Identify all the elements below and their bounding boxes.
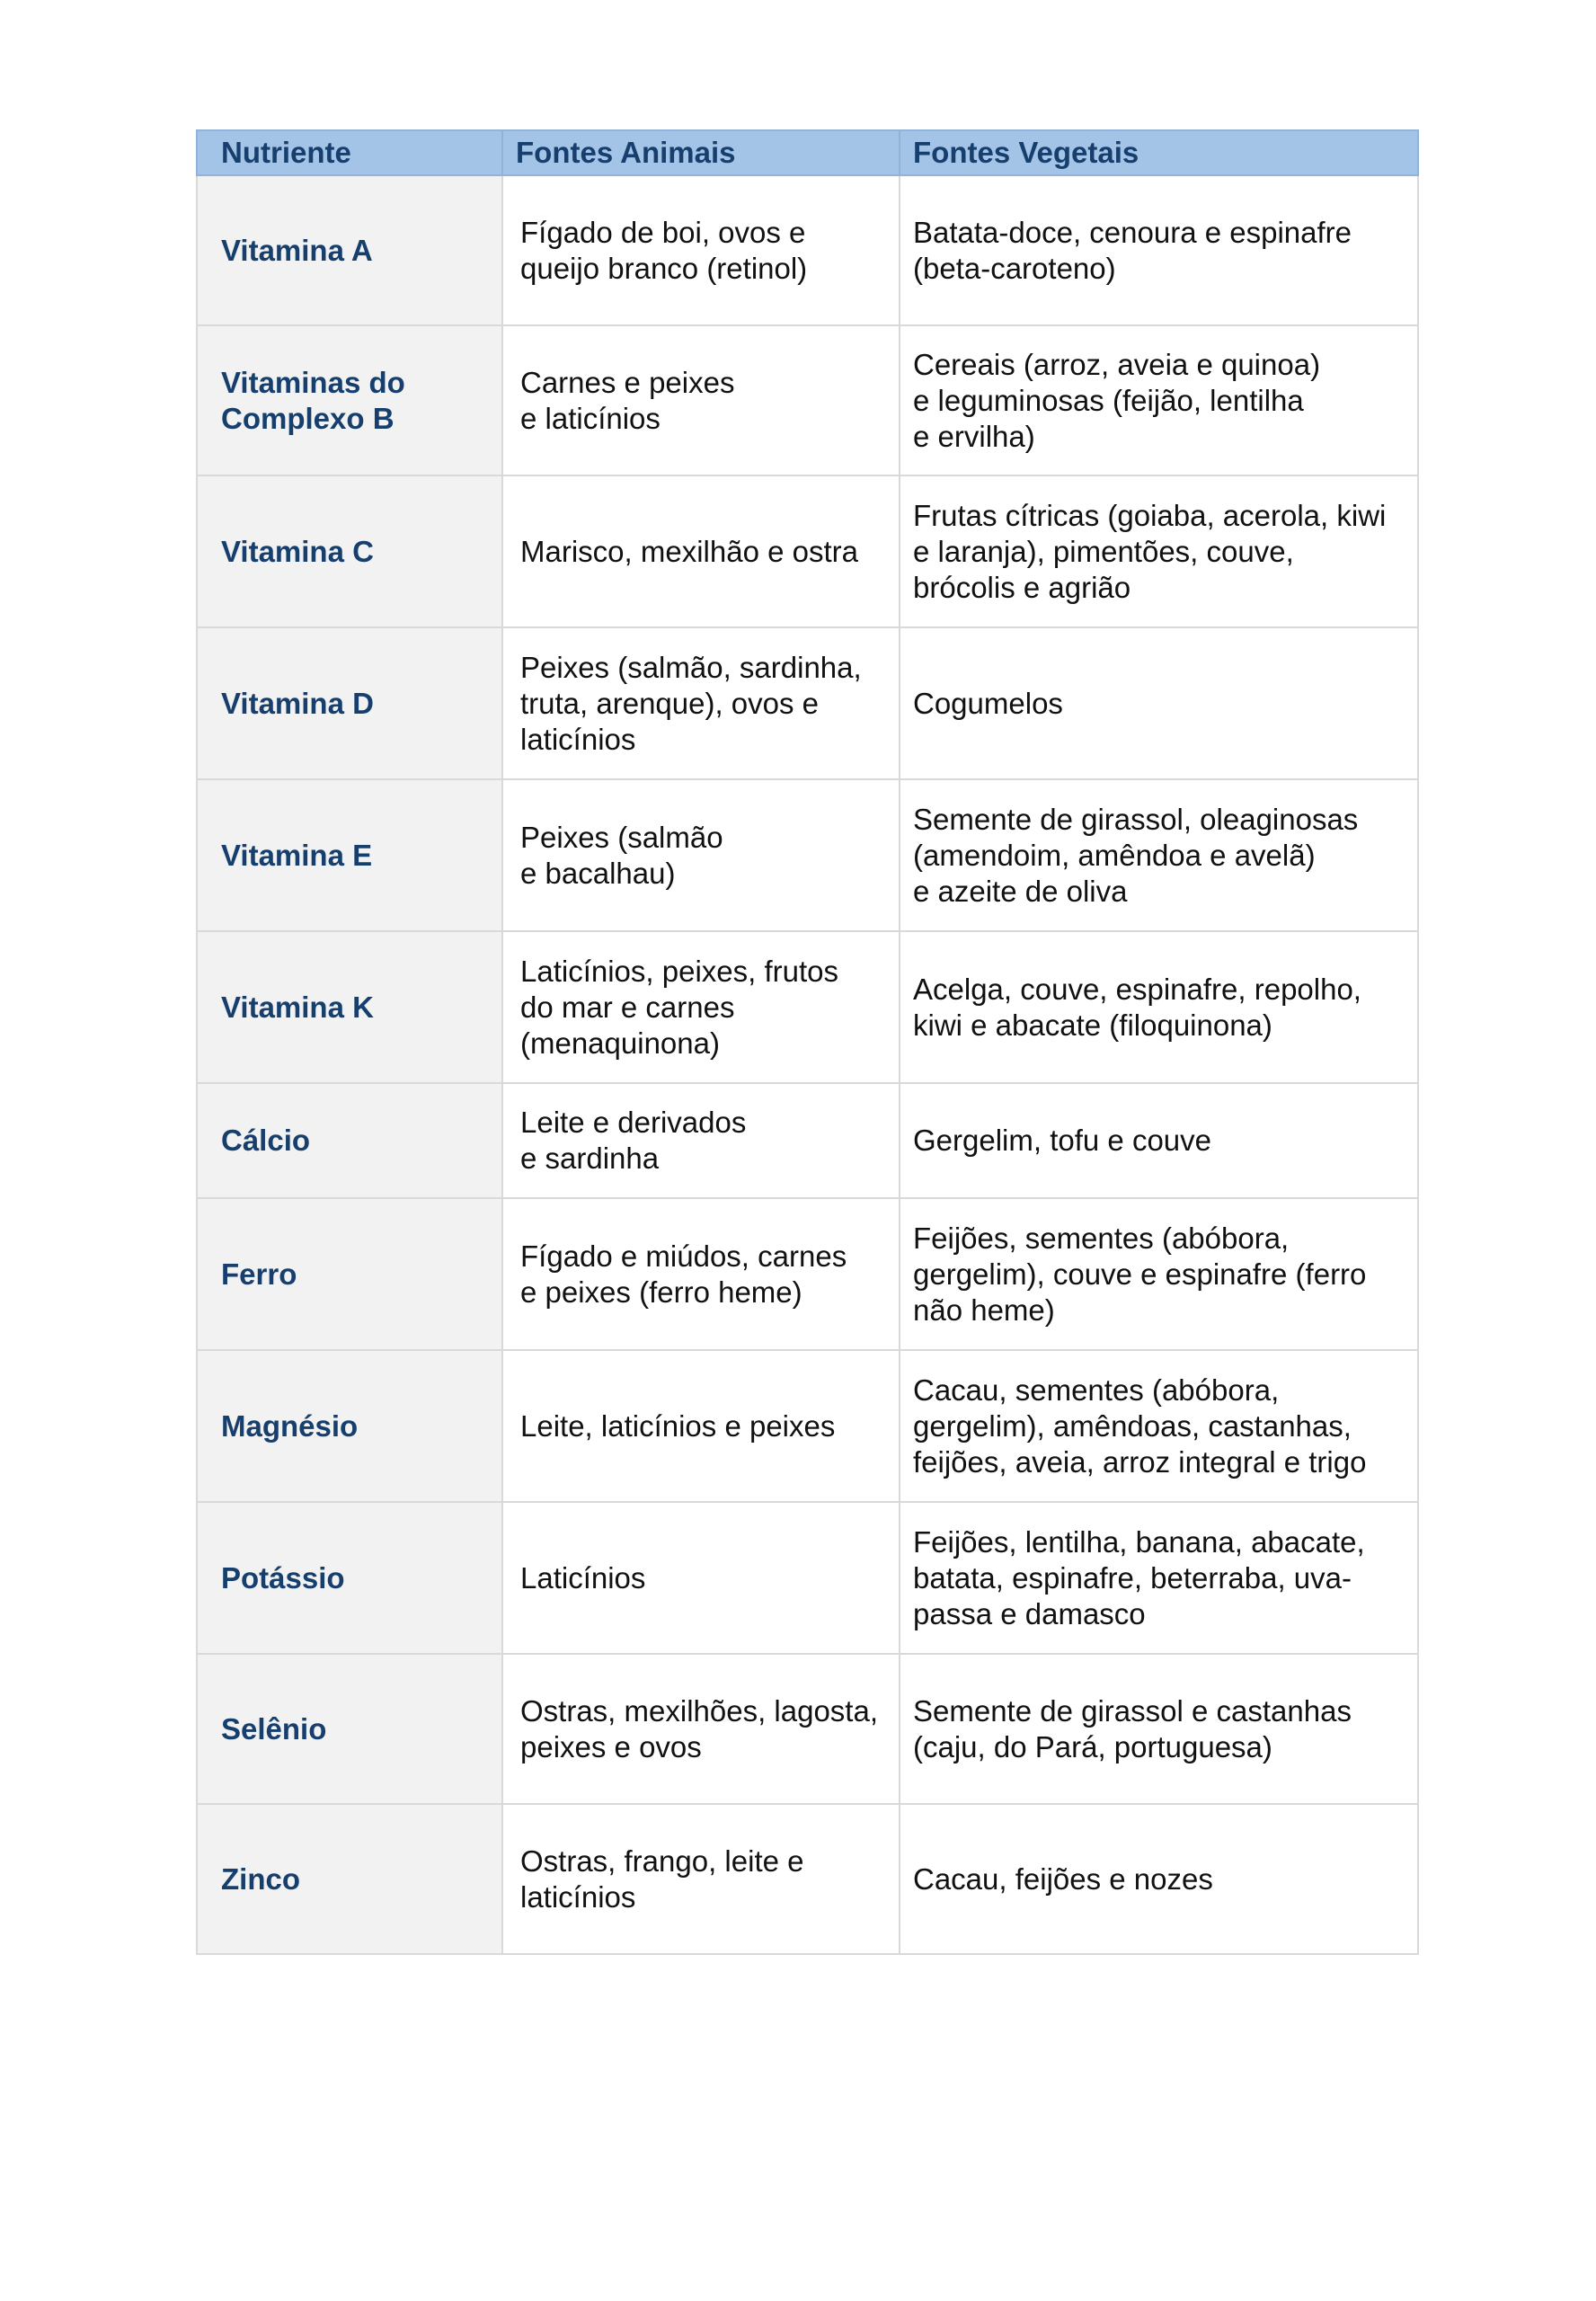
nutrient-sources-table [196, 129, 1419, 1955]
table-row [197, 627, 1418, 779]
table-row [197, 1350, 1418, 1502]
plant-sources: Frutas cítricas (goiaba, acerola, kiwi e laranja), pimentões, couve, brócolis e agrião [900, 475, 1418, 627]
animal-sources: Carnes e peixes e laticínios [502, 325, 900, 475]
nutrient-name: Zinco [197, 1804, 502, 1954]
plant-sources: Feijões, sementes (abóbora, gergelim), couve e espinafre (ferro não heme) [900, 1198, 1418, 1350]
plant-sources: Cacau, sementes (abóbora, gergelim), amêndoas, castanhas, feijões, aveia, arroz integral e trigo [900, 1350, 1418, 1502]
plant-sources: Batata-doce, cenoura e espinafre (beta-caroteno) [900, 175, 1418, 325]
table-row [197, 1804, 1418, 1954]
table-row [197, 175, 1418, 325]
header-nutriente: Nutriente [197, 130, 502, 175]
header-fontes-vegetais: Fontes Vegetais [900, 130, 1418, 175]
animal-sources: Ostras, mexilhões, lagosta, peixes e ovos [502, 1654, 900, 1804]
plant-sources: Semente de girassol, oleaginosas (amendoim, amêndoa e avelã) e azeite de oliva [900, 779, 1418, 931]
table-row [197, 325, 1418, 475]
header-fontes-animais: Fontes Animais [502, 130, 900, 175]
table-row [197, 1502, 1418, 1654]
nutrient-name: Potássio [197, 1502, 502, 1654]
nutrient-name: Cálcio [197, 1083, 502, 1198]
nutrient-name: Vitamina K [197, 931, 502, 1083]
plant-sources: Cacau, feijões e nozes [900, 1804, 1418, 1954]
animal-sources: Laticínios [502, 1502, 900, 1654]
table-row [197, 779, 1418, 931]
table-row [197, 1198, 1418, 1350]
animal-sources: Peixes (salmão, sardinha, truta, arenque), ovos e laticínios [502, 627, 900, 779]
table-row [197, 475, 1418, 627]
table-row [197, 1654, 1418, 1804]
table-row [197, 1083, 1418, 1198]
animal-sources: Leite e derivados e sardinha [502, 1083, 900, 1198]
plant-sources: Gergelim, tofu e couve [900, 1083, 1418, 1198]
nutrient-name: Vitamina D [197, 627, 502, 779]
nutrient-name: Ferro [197, 1198, 502, 1350]
animal-sources: Peixes (salmão e bacalhau) [502, 779, 900, 931]
nutrient-name: Vitaminas do Complexo B [197, 325, 502, 475]
animal-sources: Leite, laticínios e peixes [502, 1350, 900, 1502]
plant-sources: Semente de girassol e castanhas (caju, do Pará, portuguesa) [900, 1654, 1418, 1804]
plant-sources: Acelga, couve, espinafre, repolho, kiwi e abacate (filoquinona) [900, 931, 1418, 1083]
animal-sources: Fígado de boi, ovos e queijo branco (retinol) [502, 175, 900, 325]
animal-sources: Ostras, frango, leite e laticínios [502, 1804, 900, 1954]
nutrient-name: Selênio [197, 1654, 502, 1804]
nutrient-name: Magnésio [197, 1350, 502, 1502]
animal-sources: Laticínios, peixes, frutos do mar e carnes (menaquinona) [502, 931, 900, 1083]
animal-sources: Fígado e miúdos, carnes e peixes (ferro heme) [502, 1198, 900, 1350]
plant-sources: Feijões, lentilha, banana, abacate, batata, espinafre, beterraba, uva- passa e damasco [900, 1502, 1418, 1654]
table-row [197, 931, 1418, 1083]
nutrient-name: Vitamina E [197, 779, 502, 931]
plant-sources: Cereais (arroz, aveia e quinoa) e leguminosas (feijão, lentilha e ervilha) [900, 325, 1418, 475]
table-header-row [197, 130, 1418, 175]
plant-sources: Cogumelos [900, 627, 1418, 779]
nutrient-name: Vitamina C [197, 475, 502, 627]
animal-sources: Marisco, mexilhão e ostra [502, 475, 900, 627]
nutrient-name: Vitamina A [197, 175, 502, 325]
